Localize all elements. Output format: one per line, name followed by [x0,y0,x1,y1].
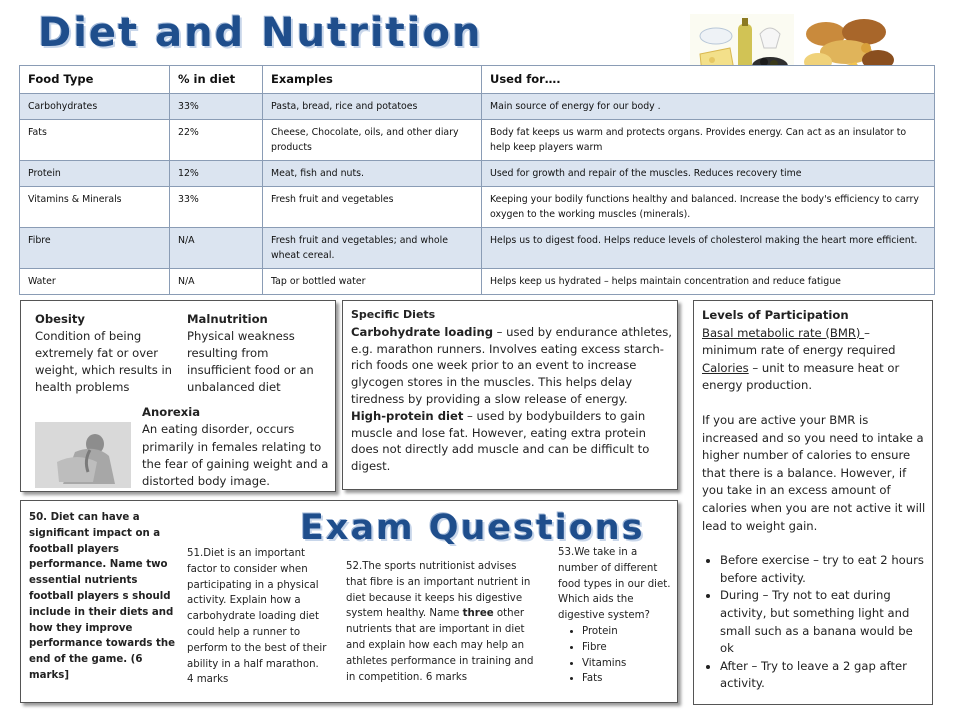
food-table [19,65,935,295]
list-item: • Protein [582,624,674,640]
bmr-text: – minimum rate of energy required [702,325,896,358]
question-50: 50. Diet can have a significant impact on a football players performance. Name two essential nutrients football players s should include in their diets and how they improve performance towards the end of the game. (6 marks] [29,512,176,681]
list-item: • Fibre [582,640,674,656]
participation-heading: Levels of Participation [702,308,849,322]
question-52 [346,559,536,685]
malnutrition-text: Physical weakness resulting from insufficient food or an unbalanced diet [187,329,314,394]
calories-text: – unit to measure heat or energy production. [702,360,900,393]
question-52-part-a: 52.The sports nutritionist advises that fibre is an important nutrient in diet because it keeps his digestive system healthy. Name [346,561,531,620]
table-cell: Helps us to digest food. Helps reduce levels of cholesterol making the heart more efficient. [482,228,935,269]
table-row [20,269,935,295]
anorexia-block [142,404,330,490]
anorexia-text: An eating disorder, occurs primarily in females relating to the fear of gaining weight and a distorted body image. [142,422,329,489]
table-cell: Pasta, bread, rice and potatoes [263,94,482,120]
table-cell: N/A [170,269,263,295]
header-examples: Examples [263,66,482,94]
malnutrition-heading: Malnutrition [187,312,268,326]
calories-definition [702,360,928,395]
participation-box [693,300,933,705]
table-cell: Main source of energy for our body . [482,94,935,120]
table-row [20,228,935,269]
table-cell: 33% [170,187,263,228]
question-53-text: 53.We take in a number of different food types in our diet. Which aids the digestive system? [558,547,671,622]
header-food-type: Food Type [20,66,170,94]
table-cell: Water [20,269,170,295]
table-cell: Meat, fish and nuts. [263,161,482,187]
table-cell: Keeping your bodily functions healthy and balanced. Increase the body's efficiency to carry oxygen to the working muscles (minerals). [482,187,935,228]
disorders-box [20,300,336,492]
obesity-block [35,311,175,396]
malnutrition-block [187,311,327,396]
participation-paragraph: If you are active your BMR is increased and so you need to intake a higher number of calories to ensure that there is a balance. However, if you take in an excess amount of calories when you are not active it will lead to weight gain. [702,412,926,533]
specific-diets-heading: Specific Diets [351,308,436,321]
specific-diets-text [351,307,673,475]
table-cell: Vitamins & Minerals [20,187,170,228]
question-52-emphasis: three [462,608,494,620]
table-cell: N/A [170,228,263,269]
calories-term: Calories [702,360,749,375]
specific-diets-box [342,300,678,490]
table-cell: Fresh fruit and vegetables; and whole wheat cereal. [263,228,482,269]
list-item: • After – Try to leave a 2 gap after activity. [720,658,928,693]
table-row [20,120,935,161]
high-protein-term: High-protein diet [351,408,464,423]
table-cell: Fibre [20,228,170,269]
table-cell: Body fat keeps us warm and protects organs. Provides energy. Can act as an insulator to help keep players warm [482,120,935,161]
bmr-definition [702,325,928,360]
bmr-term: Basal metabolic rate (BMR) [702,325,865,340]
question-53 [558,545,674,687]
list-item: • Before exercise – try to eat 2 hours before activity. [720,552,928,587]
table-cell: Fats [20,120,170,161]
table-cell: Carbohydrates [20,94,170,120]
table-cell: Used for growth and repair of the muscles. Reduces recovery time [482,161,935,187]
page-title: Diet and Nutrition [38,10,483,56]
carb-loading-paragraph [351,324,673,408]
question-51: 51.Diet is an important factor to consider when participating in a physical activity. Explain how a carbohydrate loading diet could help a runner to perform to the best of their ability in a half marathon. 4 marks [187,548,327,686]
list-item: • Fats [582,671,674,687]
table-cell: Tap or bottled water [263,269,482,295]
list-item: • During – Try not to eat during activity, but something light and small such as a banana would be ok [720,587,928,657]
obesity-text: Condition of being extremely fat or over weight, which results in health problems [35,329,173,394]
table-cell: Cheese, Chocolate, oils, and other diary products [263,120,482,161]
participation-list [720,552,928,693]
question-52-part-c: other nutrients that are important in diet and explain how each may help an athletes performance in training and in competition. 6 marks [346,608,534,683]
carb-loading-term: Carbohydrate loading [351,324,493,339]
high-protein-text: – used by bodybuilders to gain muscle and lose fat. However, eating extra protein does not directly add muscle and can be difficult to digest. [351,408,650,474]
table-cell: 33% [170,94,263,120]
table-row [20,161,935,187]
participation-text [702,307,928,693]
list-item: • Vitamins [582,656,674,672]
table-cell: 22% [170,120,263,161]
table-header-row [20,66,935,94]
question-53-options [582,624,674,687]
table-cell: Protein [20,161,170,187]
table-row [20,94,935,120]
table-cell: Helps keep us hydrated – helps maintain concentration and reduce fatigue [482,269,935,295]
exam-questions-title: Exam Questions [300,508,645,548]
table-cell: Fresh fruit and vegetables [263,187,482,228]
header-percent: % in diet [170,66,263,94]
table-cell: 12% [170,161,263,187]
anorexia-heading: Anorexia [142,405,201,419]
anorexia-photo [35,422,131,488]
obesity-heading: Obesity [35,312,85,326]
table-row [20,187,935,228]
high-protein-paragraph [351,408,673,475]
header-used-for: Used for…. [482,66,935,94]
carb-loading-text: – used by endurance athletes, e.g. marathon runners. Involves eating excess starch-rich foods one week prior to an event to increase glycogen stores in the muscles. This helps delay tiredness by providing a slow release of energy. [351,324,672,406]
